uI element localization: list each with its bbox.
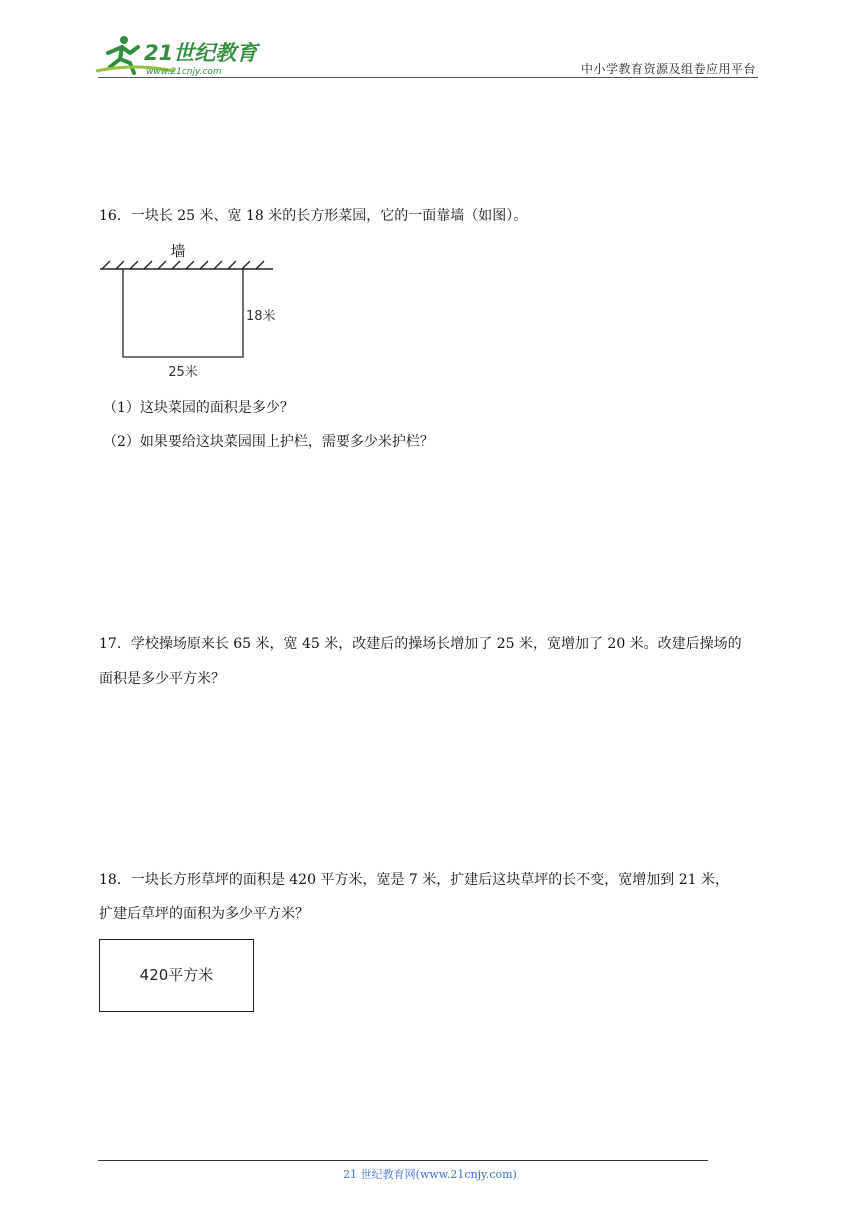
site-logo bbox=[94, 33, 264, 79]
question-text-line1: 一块长方形草坪的面积是 420 平方米，宽是 7 米，扩建后这块草坪的长不变，宽增加到 21 米， bbox=[130, 872, 729, 888]
garden-rectangle bbox=[123, 269, 243, 357]
question-number: 18． bbox=[99, 872, 131, 888]
bottom-length-label: 25米 bbox=[168, 365, 198, 380]
footer-link[interactable]: 21 世纪教育网(www.21cnjy.com) bbox=[343, 1168, 517, 1181]
question-16 bbox=[99, 201, 527, 231]
header-divider bbox=[98, 77, 758, 78]
question-text-line1: 学校操场原来长 65 米，宽 45 米，改建后的操场长增加了 25 米，宽增加了 20 米。改建后操场的 bbox=[130, 636, 742, 652]
logo-url: www.21cnjy.com bbox=[146, 67, 222, 77]
header-tagline: 中小学教育资源及组卷应用平台 bbox=[580, 62, 756, 76]
question-text-line2: 扩建后草坪的面积为多少平方米？ bbox=[99, 906, 309, 922]
logo-text: 21世纪教育 bbox=[144, 41, 258, 65]
lawn-figure bbox=[99, 939, 254, 1012]
sub-question-1: （1）这块菜园的面积是多少？ bbox=[103, 400, 294, 416]
footer-divider bbox=[98, 1160, 708, 1161]
question-18 bbox=[99, 865, 729, 895]
question-number: 16． bbox=[99, 208, 131, 224]
question-text: 一块长 25 米、宽 18 米的长方形菜园，它的一面靠墙（如图）。 bbox=[130, 208, 528, 224]
lawn-area-label: 420平方米 bbox=[139, 966, 214, 984]
garden-figure bbox=[98, 238, 288, 380]
question-number: 17． bbox=[99, 636, 131, 652]
question-17 bbox=[99, 629, 742, 659]
question-text-line2: 面积是多少平方米？ bbox=[99, 671, 225, 687]
wall-hatching bbox=[102, 261, 264, 269]
side-length-label: 18米 bbox=[246, 309, 276, 324]
wall-label: 墙 bbox=[170, 242, 186, 260]
sub-question-2: （2）如果要给这块菜园围上护栏，需要多少米护栏？ bbox=[103, 434, 434, 450]
